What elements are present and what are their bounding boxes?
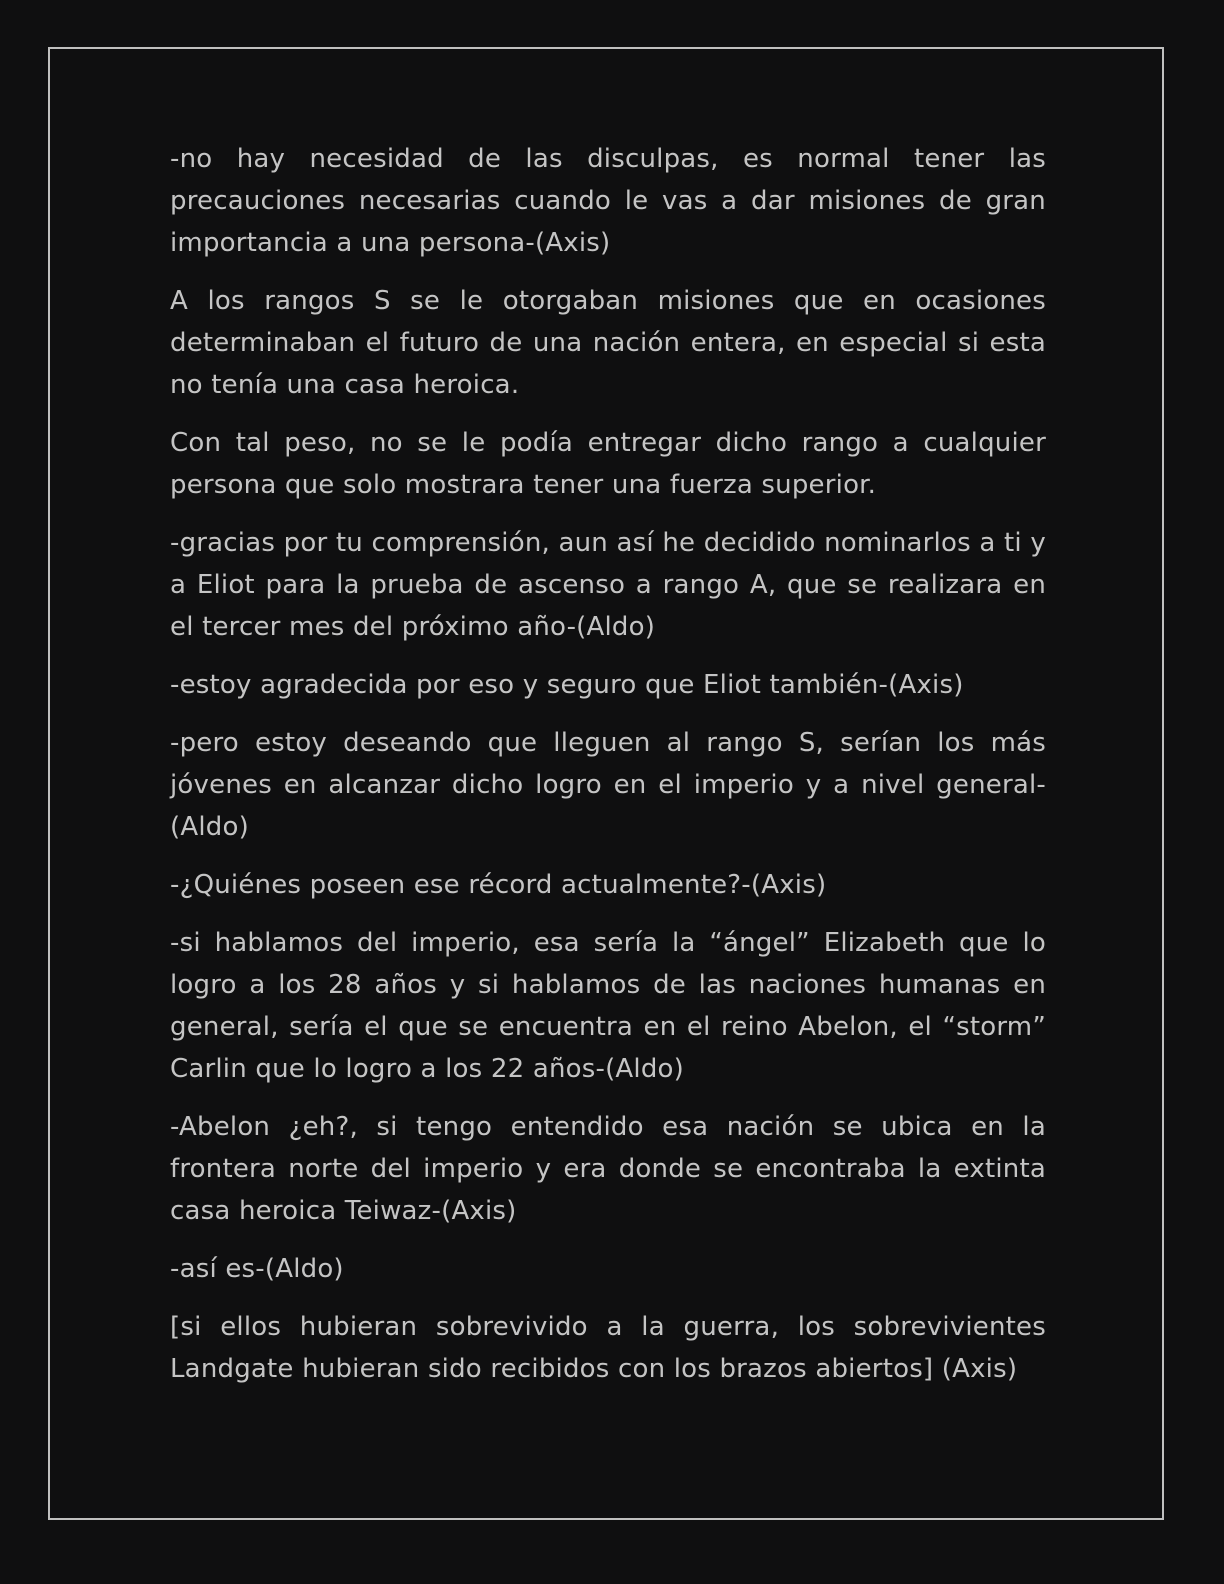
paragraph: -Abelon ¿eh?, si tengo entendido esa nación se ubica en la frontera norte del imperio y era donde se encontraba la extinta casa heroica Teiwaz-(Axis): [170, 1112, 1046, 1226]
paragraph: -pero estoy deseando que lleguen al rango S, serían los más jóvenes en alcanzar dicho logro en el imperio y a nivel general-(Aldo): [170, 728, 1046, 842]
paragraph: -no hay necesidad de las disculpas, es normal tener las precauciones necesarias cuando le vas a dar misiones de gran importancia a una persona-(Axis): [170, 144, 1046, 258]
paragraph: -así es-(Aldo): [170, 1254, 344, 1284]
paragraph: -gracias por tu comprensión, aun así he decidido nominarlos a ti y a Eliot para la prueba de ascenso a rango A, que se realizara en el tercer mes del próximo año-(Aldo): [170, 528, 1046, 642]
story-text: [170, 138, 1046, 1406]
paragraph: Con tal peso, no se le podía entregar dicho rango a cualquier persona que solo mostrara tener una fuerza superior.: [170, 428, 1046, 500]
paragraph: -si hablamos del imperio, esa sería la “ángel” Elizabeth que lo logro a los 28 años y si hablamos de las naciones humanas en general, sería el que se encuentra en el reino Abelon, el “storm” Carlin que lo logro a los 22 años-(Aldo): [170, 928, 1046, 1084]
paragraph: -¿Quiénes poseen ese récord actualmente?-(Axis): [170, 870, 827, 900]
paragraph: A los rangos S se le otorgaban misiones que en ocasiones determinaban el futuro de una nación entera, en especial si esta no tenía una casa heroica.: [170, 286, 1046, 400]
paragraph: -estoy agradecida por eso y seguro que Eliot también-(Axis): [170, 670, 964, 700]
paragraph: [si ellos hubieran sobrevivido a la guerra, los sobrevivientes Landgate hubieran sido recibidos con los brazos abiertos] (Axis): [170, 1312, 1046, 1384]
